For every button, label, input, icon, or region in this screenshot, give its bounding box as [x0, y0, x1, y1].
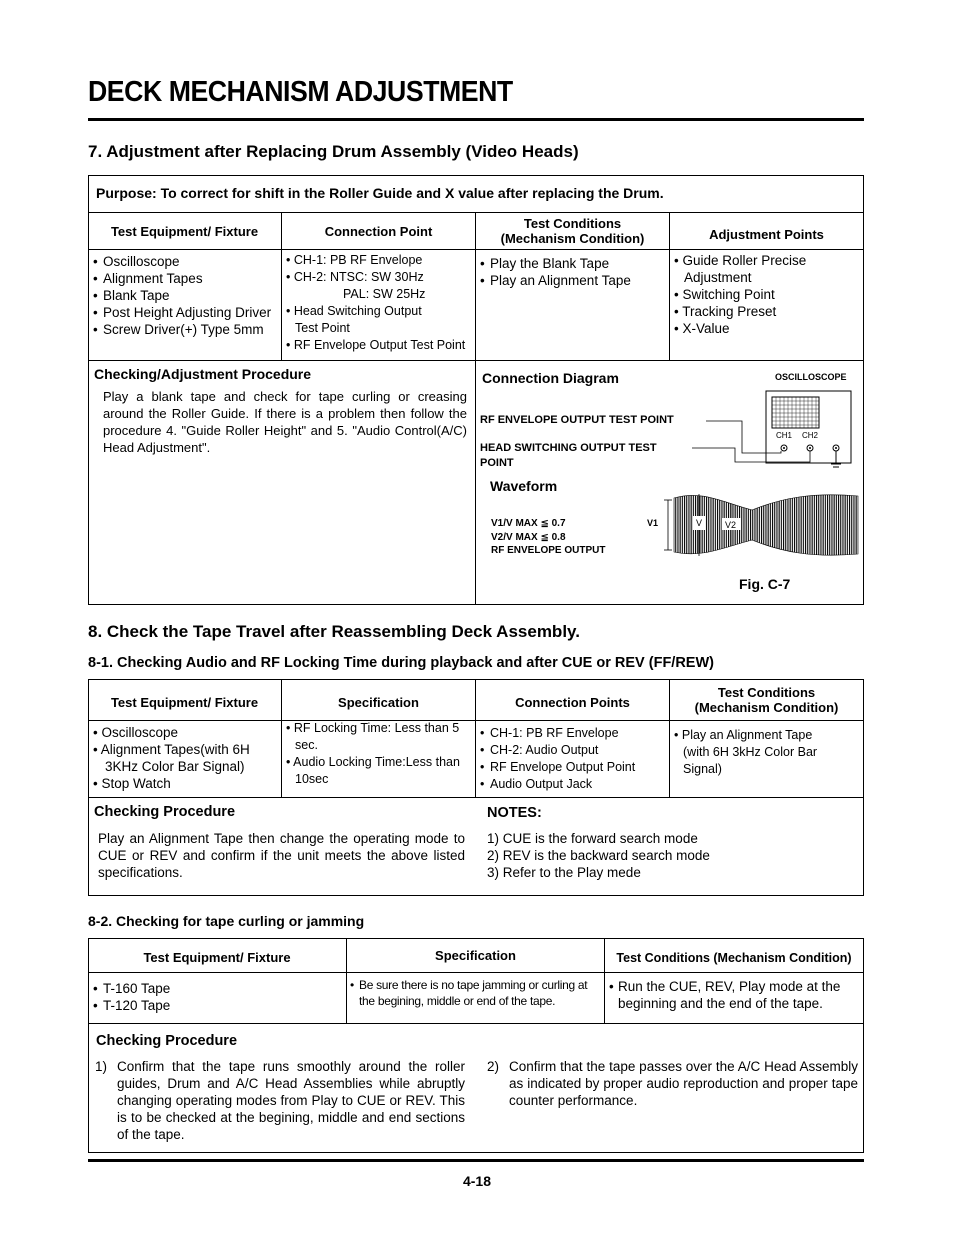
s7-header-connection: Connection Point	[324, 223, 433, 239]
list-item: 1) CUE is the forward search mode	[487, 831, 698, 846]
page-number: 4-18	[462, 1173, 492, 1189]
section8-2-heading: 8-2. Checking for tape curling or jamming	[88, 913, 365, 929]
waveform-specs: V1/V MAX ≦ 0.7 V2/V MAX ≦ 0.8 RF ENVELOPE OUTPUT	[491, 518, 606, 556]
list-item: • Screw Driver(+) Type 5mm	[93, 321, 279, 338]
s81-notes-list	[487, 830, 710, 881]
figure-label: Fig. C-7	[739, 576, 791, 592]
s81-header-equipment: Test Equipment/ Fixture	[110, 694, 259, 710]
list-item: • CH-1: PB RF Envelope	[480, 725, 666, 742]
s7-adjustment-list: • Guide Roller Precise Adjustment • Switching Point • Tracking Preset • X-Value	[674, 253, 807, 336]
s81-header-spec: Specification	[338, 694, 419, 710]
footer-rule	[88, 1159, 864, 1162]
list-item: • T-160 Tape	[93, 980, 343, 997]
s82-header-conditions: Test Conditions (Mechanism Condition)	[616, 950, 852, 965]
s81-spec-list: • RF Locking Time: Less than 5 sec. • Audio Locking Time:Less than 10sec	[286, 721, 460, 786]
waveform-title: Waveform	[490, 478, 558, 494]
list-item: • Alignment Tapes	[93, 270, 279, 287]
s82-procedure-title: Checking Procedure	[96, 1033, 238, 1049]
s81-header-conditions: Test Conditions (Mechanism Condition)	[694, 685, 839, 715]
hs-test-point-label: HEAD SWITCHING OUTPUT TEST POINT	[480, 442, 657, 469]
s7-header-equipment: Test Equipment/ Fixture	[110, 223, 259, 239]
diagram-title: Connection Diagram	[482, 370, 619, 386]
s81-equipment-list: • Oscilloscope • Alignment Tapes(with 6H 3KHz Color Bar Signal) • Stop Watch	[93, 725, 250, 791]
ch2-label: CH2	[802, 431, 819, 440]
title-rule	[88, 118, 864, 121]
list-item: • Oscilloscope	[93, 253, 279, 270]
s7-procedure-text: Play a blank tape and check for tape curling or creasing around the Roller Guide. If there is a problem then follow the procedure 4. "Guide Roller Height" and 5. "Audio Control(A/C) Head Adjustment".	[103, 389, 467, 455]
list-item: • RF Envelope Output Point	[480, 759, 666, 776]
list-item: • CH-2: Audio Output	[480, 742, 666, 759]
s7-procedure-title: Checking/Adjustment Procedure	[94, 366, 312, 382]
s7-header-adjustment: Adjustment Points	[709, 226, 824, 242]
s7-connection-list: • CH-1: PB RF Envelope • CH-2: NTSC: SW 30Hz PAL: SW 25Hz • Head Switching Output Test Point • RF Envelope Output Test Point	[286, 253, 466, 352]
s82-spec: • Be sure there is no tape jamming or curling at the begining, middle or end of the tape.	[350, 978, 588, 1008]
s82-header-spec: Specification	[435, 947, 516, 963]
section7-heading: 7. Adjustment after Replacing Drum Assembly (Video Heads)	[88, 142, 579, 161]
s82-equipment-list	[93, 980, 343, 1014]
s82-conditions: • Run the CUE, REV, Play mode at the beginning and the end of the tape.	[609, 979, 841, 1011]
oscilloscope-label: OSCILLOSCOPE	[775, 372, 847, 382]
list-item: 3) Refer to the Play mede	[487, 865, 641, 880]
s82-step-1: 1) Confirm that the tape runs smoothly around the roller guides, Drum and A/C Head Assemblies while abruptly changing operating modes from Play to CUE or REV. This is to be checked at the begining, middle and end sections of the tape.	[95, 1059, 465, 1142]
list-item: • Audio Output Jack	[480, 776, 666, 793]
s7-equipment-list	[93, 253, 279, 338]
s81-header-connection: Connection Points	[515, 694, 630, 710]
rf-envelope-waveform	[662, 490, 862, 560]
section8-heading: 8. Check the Tape Travel after Reassembling Deck Assembly.	[88, 622, 580, 641]
s81-notes-title: NOTES:	[487, 805, 542, 821]
list-item: • Play the Blank Tape	[480, 255, 666, 272]
s82-header-equipment: Test Equipment/ Fixture	[143, 949, 291, 965]
s81-conditions-list: • Play an Alignment Tape (with 6H 3kHz Color Bar Signal)	[674, 728, 818, 776]
s81-procedure-title: Checking Procedure	[94, 804, 236, 820]
page-title: DECK MECHANISM ADJUSTMENT	[88, 76, 513, 108]
section7-purpose: Purpose: To correct for shift in the Roller Guide and X value after replacing the Drum.	[96, 185, 664, 201]
s7-conditions-list	[480, 255, 666, 289]
list-item: • Post Height Adjusting Driver	[93, 304, 279, 321]
list-item: • Play an Alignment Tape	[480, 272, 666, 289]
section8-1-heading: 8-1. Checking Audio and RF Locking Time during playback and after CUE or REV (FF/REW)	[88, 655, 714, 671]
rf-test-point-label: RF ENVELOPE OUTPUT TEST POINT	[480, 414, 674, 426]
s7-header-conditions: Test Conditions (Mechanism Condition)	[500, 216, 645, 246]
s81-procedure-text: Play an Alignment Tape then change the operating mode to CUE or REV and confirm if the unit meets the above listed specifications.	[98, 831, 465, 880]
s82-step-2: 2) Confirm that the tape passes over the A/C Head Assembly as indicated by proper audio reproduction and proper tape counter performance.	[487, 1059, 858, 1108]
v1-label: V1	[647, 518, 659, 528]
v2-label: V2	[725, 520, 737, 530]
list-item: 2) REV is the backward search mode	[487, 848, 710, 863]
ch1-label: CH1	[776, 431, 793, 440]
v-label: V	[696, 518, 703, 528]
list-item: • Blank Tape	[93, 287, 279, 304]
list-item: • T-120 Tape	[93, 997, 343, 1014]
s81-connection-list	[480, 725, 666, 793]
